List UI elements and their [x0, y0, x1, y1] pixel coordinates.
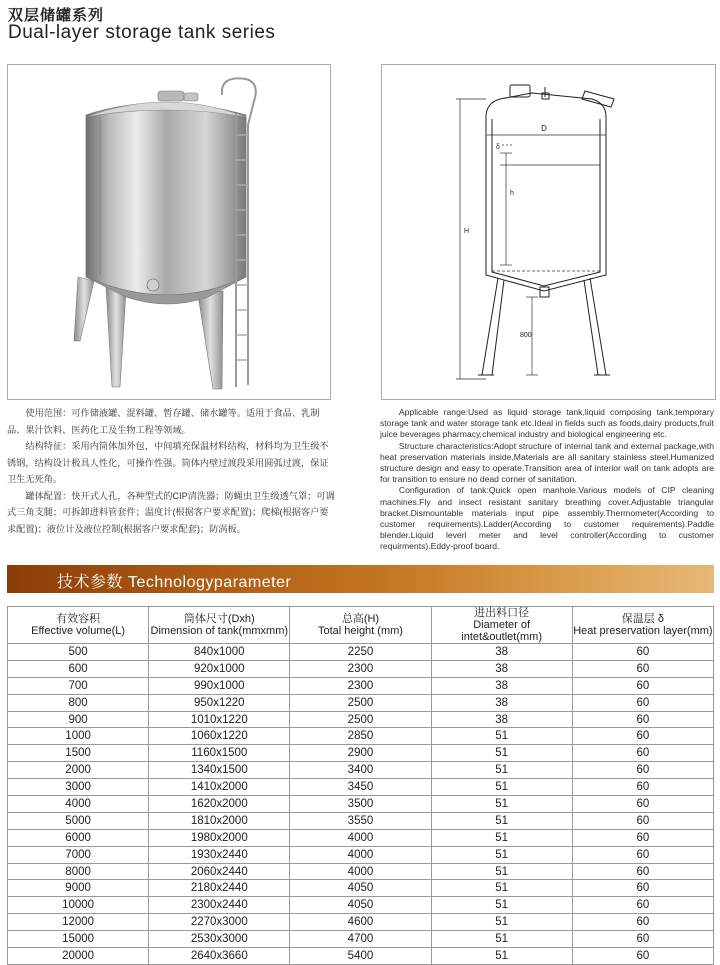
header-insulation-en: Heat preservation layer(mm) [573, 625, 713, 637]
cell-dimension: 990x1000 [149, 677, 290, 694]
header-volume-en: Effective volume(L) [31, 625, 126, 637]
cell-insulation: 60 [572, 863, 713, 880]
cell-total-height: 2850 [290, 728, 431, 745]
cell-insulation: 60 [572, 931, 713, 948]
tank-photo [7, 64, 331, 400]
cell-diameter: 51 [431, 812, 572, 829]
description-en-paragraph: Structure characteristics:Adopt structure of internal tank and external package,with heat preservation materials inside,Materials are all sanitary stainless steel.Humanized structure design and easy to operate.Transition area of interior wall on tank adopts are for transition to ensure no dead corner of sanitation. [380, 440, 714, 485]
label-H-total: H [464, 228, 470, 235]
cell-total-height: 2250 [290, 644, 431, 661]
cell-diameter: 51 [431, 829, 572, 846]
table-header-row [8, 607, 714, 644]
cell-dimension: 2060x2440 [149, 863, 290, 880]
cell-volume: 5000 [8, 812, 149, 829]
description-cn [7, 405, 335, 537]
cell-volume: 12000 [8, 914, 149, 931]
section-title: 技术参数 Technologyparameter [57, 574, 292, 591]
cell-total-height: 3550 [290, 812, 431, 829]
cell-total-height: 4000 [290, 863, 431, 880]
header-total-height-cn: 总高(H) [341, 613, 380, 625]
description-en-paragraph: Applicable range:Used as liquid storage tank,liquid composing tank,temporary storage tank and water storage tank etc.Ideal in fields such as foods,dairy products,fruit juice beverages pharmacy,chemical industry and biological engineering etc. [380, 407, 714, 440]
cell-diameter: 38 [431, 694, 572, 711]
cell-total-height: 3400 [290, 762, 431, 779]
header-diameter-en: Diameter of intet&outlet(mm) [461, 619, 542, 643]
cell-total-height: 4050 [290, 897, 431, 914]
cell-total-height: 2500 [290, 711, 431, 728]
table-row [8, 897, 714, 914]
cell-insulation: 60 [572, 796, 713, 813]
cell-dimension: 1410x2000 [149, 779, 290, 796]
cell-insulation: 60 [572, 948, 713, 965]
cell-diameter: 51 [431, 796, 572, 813]
table-row [8, 829, 714, 846]
cell-volume: 7000 [8, 846, 149, 863]
cell-volume: 6000 [8, 829, 149, 846]
cell-volume: 1500 [8, 745, 149, 762]
description-cn-paragraph: 结构特征：采用内筒体加外包，中间填充保温材料结构，材料均为卫生级不锈钢，结构设计极具人性化，可操作性强。筒体内壁过渡段采用圆弧过渡，保证卫生无死角。 [7, 441, 329, 484]
cell-insulation: 60 [572, 677, 713, 694]
cell-volume: 8000 [8, 863, 149, 880]
cell-total-height: 5400 [290, 948, 431, 965]
header-dimension [149, 607, 290, 644]
cell-volume: 20000 [8, 948, 149, 965]
cell-dimension: 2530x3000 [149, 931, 290, 948]
cell-volume: 15000 [8, 931, 149, 948]
table-row [8, 660, 714, 677]
label-leg-height: 800 [520, 332, 532, 339]
cell-insulation: 60 [572, 711, 713, 728]
header-insulation-cn: 保温层 δ [621, 613, 664, 625]
cell-insulation: 60 [572, 897, 713, 914]
table-row [8, 762, 714, 779]
header-volume-cn: 有效容积 [56, 613, 101, 625]
cell-insulation: 60 [572, 644, 713, 661]
cell-volume: 9000 [8, 880, 149, 897]
cell-diameter: 38 [431, 644, 572, 661]
header-dimension-cn: 筒体尺寸(Dxh) [183, 613, 255, 625]
cell-diameter: 51 [431, 931, 572, 948]
header-insulation [572, 607, 713, 644]
cell-total-height: 4600 [290, 914, 431, 931]
table-row [8, 745, 714, 762]
cell-volume: 900 [8, 711, 149, 728]
cell-dimension: 1010x1220 [149, 711, 290, 728]
table-row [8, 711, 714, 728]
table-row [8, 694, 714, 711]
spec-table-body [8, 644, 714, 965]
spec-table [7, 606, 714, 965]
cell-total-height: 3450 [290, 779, 431, 796]
cell-total-height: 4700 [290, 931, 431, 948]
cell-total-height: 2300 [290, 660, 431, 677]
cell-diameter: 51 [431, 779, 572, 796]
cell-insulation: 60 [572, 880, 713, 897]
table-row [8, 863, 714, 880]
cell-dimension: 950x1220 [149, 694, 290, 711]
cell-diameter: 51 [431, 897, 572, 914]
cell-diameter: 51 [431, 863, 572, 880]
tank-photo-illustration [8, 65, 330, 399]
table-row [8, 779, 714, 796]
cell-diameter: 38 [431, 711, 572, 728]
cell-dimension: 2270x3000 [149, 914, 290, 931]
page-title-cn: 双层储罐系列 [8, 7, 105, 24]
cell-total-height: 2300 [290, 677, 431, 694]
cell-diameter: 51 [431, 880, 572, 897]
cell-insulation: 60 [572, 728, 713, 745]
cell-insulation: 60 [572, 829, 713, 846]
cell-total-height: 4050 [290, 880, 431, 897]
cell-dimension: 1160x1500 [149, 745, 290, 762]
cell-total-height: 2500 [290, 694, 431, 711]
header-total-height [290, 607, 431, 644]
label-h-small: h [510, 190, 514, 197]
cell-volume: 4000 [8, 796, 149, 813]
table-row [8, 796, 714, 813]
cell-insulation: 60 [572, 779, 713, 796]
table-row [8, 812, 714, 829]
table-row [8, 931, 714, 948]
table-row [8, 728, 714, 745]
cell-diameter: 38 [431, 660, 572, 677]
cell-insulation: 60 [572, 745, 713, 762]
cell-insulation: 60 [572, 846, 713, 863]
cell-dimension: 1620x2000 [149, 796, 290, 813]
cell-volume: 600 [8, 660, 149, 677]
cell-diameter: 51 [431, 914, 572, 931]
cell-volume: 1000 [8, 728, 149, 745]
cell-total-height: 4000 [290, 829, 431, 846]
description-cn-paragraph: 罐体配置：快开式人孔，各种型式的CIP清洗器；防蝇虫卫生级透气罩；可调式三角支腿；可拆卸进料管套件；温度计(根据客户要求配置)；爬梯(根据客户要求配置)；液位计及液位控制(根据客户要求配套)；防涡板。 [7, 490, 335, 534]
cell-volume: 2000 [8, 762, 149, 779]
header-diameter-cn: 进出料口径 [474, 607, 530, 619]
table-row [8, 880, 714, 897]
cell-diameter: 51 [431, 948, 572, 965]
description-en-paragraph: Configuration of tank:Quick open manhole.Various models of CIP cleaning machines.Fly and insect resistant sanitary breathing cover.Adjustable triangular bracket.Dismountable materials input pipe assembly.Thermometer(According to customer requirements).Ladder(According to customer requirements).Paddle blender.Liquid leverl meter and level controller(According to customer requirments).Eddy-proof board. [380, 485, 714, 552]
cell-insulation: 60 [572, 812, 713, 829]
section-banner [7, 565, 714, 593]
cell-total-height: 4000 [290, 846, 431, 863]
cell-dimension: 840x1000 [149, 644, 290, 661]
cell-diameter: 51 [431, 745, 572, 762]
cell-volume: 700 [8, 677, 149, 694]
cell-insulation: 60 [572, 762, 713, 779]
cell-dimension: 1930x2440 [149, 846, 290, 863]
cell-diameter: 51 [431, 762, 572, 779]
cell-volume: 3000 [8, 779, 149, 796]
cell-dimension: 1340x1500 [149, 762, 290, 779]
cell-dimension: 2640x3660 [149, 948, 290, 965]
cell-volume: 500 [8, 644, 149, 661]
tank-technical-drawing [381, 64, 716, 400]
cell-dimension: 2180x2440 [149, 880, 290, 897]
cell-diameter: 38 [431, 677, 572, 694]
cell-insulation: 60 [572, 660, 713, 677]
table-row [8, 846, 714, 863]
header-volume [8, 607, 149, 644]
table-row [8, 644, 714, 661]
cell-insulation: 60 [572, 914, 713, 931]
header-diameter [431, 607, 572, 644]
cell-volume: 10000 [8, 897, 149, 914]
page-title-en: Dual-layer storage tank series [8, 22, 276, 43]
cell-dimension: 920x1000 [149, 660, 290, 677]
label-diameter: D [541, 124, 547, 133]
cell-diameter: 51 [431, 846, 572, 863]
description-en [380, 407, 714, 553]
cell-dimension: 1060x1220 [149, 728, 290, 745]
description-cn-paragraph: 使用范围：可作储液罐、混料罐、暂存罐、储水罐等。适用于食品、乳制品、果汁饮料、医药化工及生物工程等领域。 [7, 408, 320, 435]
cell-total-height: 3500 [290, 796, 431, 813]
cell-total-height: 2900 [290, 745, 431, 762]
cell-dimension: 1810x2000 [149, 812, 290, 829]
header-dimension-en: Dimension of tank(mmxmm) [150, 625, 289, 637]
cell-diameter: 51 [431, 728, 572, 745]
cell-insulation: 60 [572, 694, 713, 711]
cell-dimension: 2300x2440 [149, 897, 290, 914]
table-row [8, 677, 714, 694]
label-delta: δ [496, 144, 500, 151]
cell-volume: 800 [8, 694, 149, 711]
table-row [8, 914, 714, 931]
technical-drawing-svg [382, 65, 715, 399]
cell-dimension: 1980x2000 [149, 829, 290, 846]
header-total-height-en: Total height (mm) [317, 625, 403, 637]
